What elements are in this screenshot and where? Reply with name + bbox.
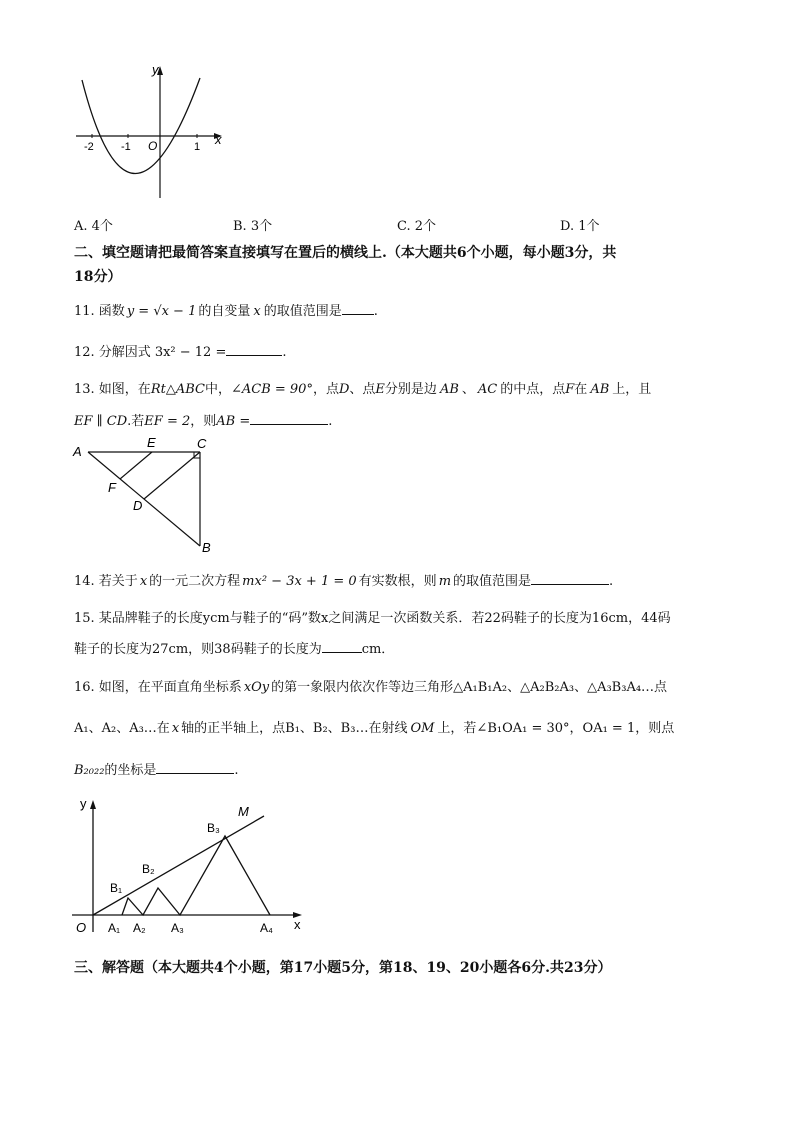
point-label: A₃ bbox=[171, 921, 184, 935]
option-c: C. 2个 bbox=[397, 219, 437, 234]
point-label: B₁ bbox=[110, 881, 123, 895]
question-13-line1: 13. 如图，在Rt△ABC中，∠ACB = 90°，点D、点E分别是边 AB 、 AC 的中点，点F在 AB 上，且 bbox=[74, 382, 652, 397]
point-label: A₄ bbox=[260, 921, 273, 935]
point-label: A₁ bbox=[108, 921, 121, 935]
y-axis-label: y bbox=[152, 62, 159, 77]
question-16-line1: 16. 如图，在平面直角坐标系 xOy 的第一象限内依次作等边三角形△A₁B₁A₂、△A₂B₂A₃、△A₃B₃A₄…点 bbox=[74, 680, 668, 695]
answer-blank[interactable] bbox=[226, 343, 282, 356]
origin-label: O bbox=[148, 139, 158, 153]
vertex-label: C bbox=[197, 436, 207, 451]
section-2-heading-line1: 二、填空题请把最简答案直接填写在置后的横线上.（本大题共6个小题，每小题3分，共 bbox=[74, 245, 617, 261]
answer-blank[interactable] bbox=[322, 640, 362, 653]
section-2-heading-line2: 18分） bbox=[74, 269, 122, 285]
point-label: B₂ bbox=[142, 862, 155, 876]
x-axis-label: x bbox=[215, 132, 222, 147]
answer-blank[interactable] bbox=[156, 761, 234, 774]
option-d: D. 1个 bbox=[560, 219, 600, 234]
option-b: B. 3个 bbox=[233, 219, 273, 234]
vertex-label: E bbox=[147, 436, 156, 450]
question-14: 14. 若关于 x 的一元二次方程 mx² − 3x + 1 = 0 有实数根，则 m 的取值范围是 . bbox=[74, 574, 614, 589]
point-label: A₂ bbox=[133, 921, 146, 935]
question-11: 11. 函数 y = √x − 1 的自变量 x 的取值范围是 . bbox=[74, 304, 378, 319]
question-16-line2: A₁、A₂、A₃…在 x 轴的正半轴上，点B₁、B₂、B₃…在射线 OM 上，若∠B₁OA₁ = 30°，OA₁ = 1，则点 bbox=[74, 721, 675, 736]
question-12: 12. 分解因式 3x² − 12 = . bbox=[74, 345, 287, 360]
triangle-figure bbox=[70, 436, 220, 558]
tick-label: 1 bbox=[194, 141, 201, 153]
answer-blank[interactable] bbox=[342, 302, 374, 315]
question-13-line2: EF ∥ CD.若EF = 2，则AB = . bbox=[74, 414, 333, 429]
tick-label: -2 bbox=[84, 141, 94, 153]
point-label: B₃ bbox=[207, 821, 220, 835]
section-3-heading: 三、解答题（本大题共4个小题，第17小题5分，第18、19、20小题各6分.共23分） bbox=[74, 960, 612, 976]
option-a: A. 4个 bbox=[74, 219, 113, 234]
y-axis-label: y bbox=[80, 796, 87, 811]
answer-blank[interactable] bbox=[250, 412, 328, 425]
origin-label: O bbox=[76, 920, 87, 935]
vertex-label: D bbox=[133, 498, 143, 513]
question-15-line1: 15. 某品牌鞋子的长度ycm与鞋子的“码”数x之间满足一次函数关系．若22码鞋子的长度为16cm，44码 bbox=[74, 611, 671, 626]
x-axis-label: x bbox=[294, 917, 301, 932]
tick-label: -1 bbox=[121, 141, 131, 153]
vertex-label: F bbox=[108, 480, 116, 495]
question-16-line3: B₂₀₂₂的坐标是 . bbox=[74, 763, 239, 778]
parabola-figure bbox=[70, 58, 230, 208]
coordinate-figure bbox=[70, 792, 320, 942]
question-15-line2: 鞋子的长度为27cm，则38码鞋子的长度为 cm． bbox=[74, 642, 395, 657]
vertex-label: B bbox=[202, 540, 211, 555]
answer-blank[interactable] bbox=[531, 572, 609, 585]
ray-label: M bbox=[238, 804, 249, 819]
vertex-label: A bbox=[73, 444, 82, 459]
